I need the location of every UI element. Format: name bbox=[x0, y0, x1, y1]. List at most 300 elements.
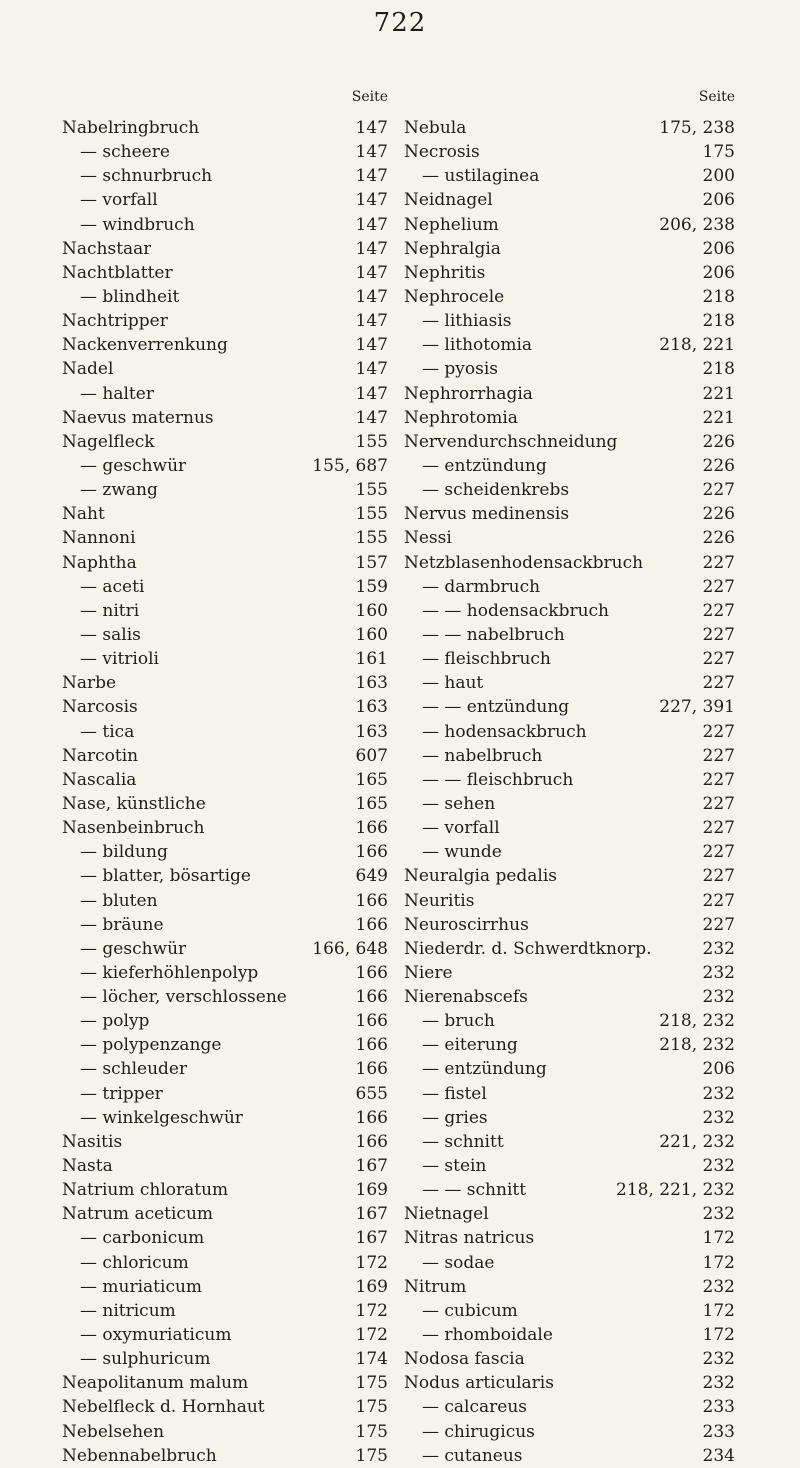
index-entry bbox=[404, 1033, 735, 1057]
index-entry bbox=[62, 188, 388, 212]
index-term: — chirugicus bbox=[422, 1421, 535, 1442]
index-entry bbox=[62, 140, 388, 164]
page-reference: 161 bbox=[355, 649, 388, 670]
index-term: Nessi bbox=[404, 528, 452, 549]
index-term: Narcotin bbox=[62, 745, 139, 766]
index-term: Nephrorrhagia bbox=[404, 383, 533, 404]
index-entry bbox=[62, 985, 388, 1009]
index-term: Necrosis bbox=[404, 142, 480, 163]
index-term: — nabelbruch bbox=[422, 745, 543, 766]
index-term: — aceti bbox=[80, 576, 145, 597]
index-term: — lithiasis bbox=[422, 311, 512, 332]
index-entry bbox=[62, 768, 388, 792]
page-reference: 172 bbox=[355, 1300, 388, 1321]
page-reference: 232 bbox=[702, 1107, 735, 1128]
index-entry bbox=[404, 985, 735, 1009]
index-entry bbox=[62, 478, 388, 502]
index-term: — lithotomia bbox=[422, 335, 533, 356]
page-reference: 155 bbox=[355, 431, 388, 452]
index-term: — fleischbruch bbox=[422, 649, 551, 670]
index-term: — sodae bbox=[422, 1252, 495, 1273]
index-entry bbox=[404, 357, 735, 381]
page-reference: 221 bbox=[702, 383, 735, 404]
index-term: — entzündung bbox=[422, 455, 547, 476]
page-reference: 227 bbox=[702, 818, 735, 839]
index-entry bbox=[62, 1106, 388, 1130]
page-reference: 165 bbox=[355, 793, 388, 814]
index-entry bbox=[404, 285, 735, 309]
index-term: Narbe bbox=[62, 673, 117, 694]
page-reference: 649 bbox=[355, 866, 388, 887]
index-entry bbox=[62, 840, 388, 864]
index-entry bbox=[62, 937, 388, 961]
index-term: — zwang bbox=[80, 480, 158, 501]
index-entry bbox=[404, 913, 735, 937]
index-term: — löcher, verschlossene bbox=[80, 987, 287, 1008]
index-term: Nietnagel bbox=[404, 1204, 489, 1225]
index-term: — calcareus bbox=[422, 1397, 528, 1418]
index-entry bbox=[404, 261, 735, 285]
page-reference: 147 bbox=[355, 142, 388, 163]
index-term: — — nabelbruch bbox=[422, 624, 565, 645]
index-entry bbox=[404, 1202, 735, 1226]
index-entry bbox=[404, 864, 735, 888]
page-reference: 226 bbox=[702, 455, 735, 476]
page-reference: 218, 232 bbox=[659, 1035, 735, 1056]
page-reference: 227 bbox=[702, 649, 735, 670]
index-entry bbox=[404, 1057, 735, 1081]
index-entry bbox=[404, 1275, 735, 1299]
page-reference: 166, 648 bbox=[312, 938, 388, 959]
page-reference: 206, 238 bbox=[659, 214, 735, 235]
page-reference: 172 bbox=[702, 1228, 735, 1249]
index-entry bbox=[404, 454, 735, 478]
index-entry bbox=[62, 913, 388, 937]
page-reference: 232 bbox=[702, 1204, 735, 1225]
page-reference: 175 bbox=[702, 142, 735, 163]
index-term: — bluten bbox=[80, 890, 158, 911]
index-term: Nephrotomia bbox=[404, 407, 518, 428]
index-term: — winkelgeschwür bbox=[80, 1107, 243, 1128]
index-entry bbox=[62, 1395, 388, 1419]
index-term: Nagelfleck bbox=[62, 431, 155, 452]
index-entry bbox=[404, 1299, 735, 1323]
index-entry bbox=[404, 744, 735, 768]
page-reference: 147 bbox=[355, 335, 388, 356]
page-reference: 227, 391 bbox=[659, 697, 735, 718]
index-term: Nebelfleck d. Hornhaut bbox=[62, 1397, 265, 1418]
page-reference: 157 bbox=[355, 552, 388, 573]
page-reference: 607 bbox=[355, 745, 388, 766]
index-entry bbox=[62, 454, 388, 478]
index-entry bbox=[404, 1106, 735, 1130]
index-term: Nascalia bbox=[62, 769, 137, 790]
index-term: — darmbruch bbox=[422, 576, 541, 597]
index-term: Naevus maternus bbox=[62, 407, 214, 428]
page-reference: 232 bbox=[702, 1083, 735, 1104]
index-entry bbox=[404, 1226, 735, 1250]
index-term: — hodensackbruch bbox=[422, 721, 587, 742]
page-reference: 172 bbox=[702, 1252, 735, 1273]
index-term: Nephrocele bbox=[404, 286, 505, 307]
page-reference: 234 bbox=[702, 1445, 735, 1466]
page-reference: 227 bbox=[702, 721, 735, 742]
index-term: — rhomboidale bbox=[422, 1325, 553, 1346]
index-entry bbox=[62, 864, 388, 888]
page-reference: 172 bbox=[702, 1300, 735, 1321]
index-term: — cutaneus bbox=[422, 1445, 523, 1466]
index-term: Nase, künstliche bbox=[62, 793, 206, 814]
page-reference: 227 bbox=[702, 673, 735, 694]
page-reference: 163 bbox=[355, 673, 388, 694]
page-reference: 155 bbox=[355, 480, 388, 501]
page-reference: 147 bbox=[355, 118, 388, 138]
index-term: — kieferhöhlenpolyp bbox=[80, 962, 259, 983]
index-term: — vorfall bbox=[80, 190, 158, 211]
index-term: Nephritis bbox=[404, 262, 486, 283]
index-term: Nervendurchschneidung bbox=[404, 431, 618, 452]
index-entry bbox=[62, 889, 388, 913]
page-reference: 166 bbox=[355, 842, 388, 863]
page-reference: 172 bbox=[355, 1252, 388, 1273]
page-reference: 155 bbox=[355, 504, 388, 525]
index-term: — gries bbox=[422, 1107, 488, 1128]
index-entry bbox=[62, 1082, 388, 1106]
page-reference: 155 bbox=[355, 528, 388, 549]
index-term: — schnitt bbox=[422, 1131, 504, 1152]
index-term: Neuroscirrhus bbox=[404, 914, 529, 935]
index-entry bbox=[404, 526, 735, 550]
index-entry bbox=[62, 1444, 388, 1468]
page-reference: 147 bbox=[355, 238, 388, 259]
right-index-column bbox=[404, 116, 735, 1468]
page-reference: 147 bbox=[355, 166, 388, 187]
page-reference: 218, 221 bbox=[659, 335, 735, 356]
left-index-column bbox=[62, 116, 388, 1468]
index-entry bbox=[62, 237, 388, 261]
page-reference: 227 bbox=[702, 793, 735, 814]
index-term: — eiterung bbox=[422, 1035, 518, 1056]
index-term: — nitri bbox=[80, 600, 140, 621]
page-reference: 221 bbox=[702, 407, 735, 428]
index-term: — schnurbruch bbox=[80, 166, 213, 187]
index-entry bbox=[404, 1323, 735, 1347]
index-term: — polyp bbox=[80, 1011, 150, 1032]
index-entry bbox=[62, 961, 388, 985]
index-term: Nierenabscefs bbox=[404, 987, 528, 1008]
index-entry bbox=[62, 671, 388, 695]
page-reference: 227 bbox=[702, 480, 735, 501]
index-term: Nebula bbox=[404, 118, 467, 138]
index-entry bbox=[404, 671, 735, 695]
page-reference: 175 bbox=[355, 1373, 388, 1394]
page-reference: 175 bbox=[355, 1445, 388, 1466]
index-term: Nephelium bbox=[404, 214, 499, 235]
page-reference: 147 bbox=[355, 262, 388, 283]
page-reference: 166 bbox=[355, 962, 388, 983]
index-entry bbox=[62, 164, 388, 188]
index-entry bbox=[62, 1202, 388, 1226]
page-reference: 655 bbox=[355, 1083, 388, 1104]
index-term: Nachtripper bbox=[62, 311, 168, 332]
page-reference: 155, 687 bbox=[312, 455, 388, 476]
index-term: Nodus articularis bbox=[404, 1373, 554, 1394]
index-term: — bruch bbox=[422, 1011, 495, 1032]
index-term: — chloricum bbox=[80, 1252, 189, 1273]
page-reference: 232 bbox=[702, 1276, 735, 1297]
index-entry bbox=[62, 647, 388, 671]
index-term: — geschwür bbox=[80, 938, 187, 959]
page-reference: 147 bbox=[355, 190, 388, 211]
page-reference: 167 bbox=[355, 1156, 388, 1177]
page-reference: 147 bbox=[355, 311, 388, 332]
index-entry bbox=[404, 889, 735, 913]
index-entry bbox=[62, 1178, 388, 1202]
index-term: Nackenverrenkung bbox=[62, 335, 228, 356]
index-entry bbox=[62, 430, 388, 454]
page-reference: 206 bbox=[702, 1059, 735, 1080]
page-reference: 226 bbox=[702, 504, 735, 525]
index-term: Nabelringbruch bbox=[62, 118, 200, 138]
index-entry bbox=[62, 116, 388, 140]
index-entry bbox=[404, 1347, 735, 1371]
page-reference: 232 bbox=[702, 1349, 735, 1370]
index-entry bbox=[62, 309, 388, 333]
index-term: — schleuder bbox=[80, 1059, 188, 1080]
index-term: — entzündung bbox=[422, 1059, 547, 1080]
index-term: — blindheit bbox=[80, 286, 180, 307]
page-reference: 233 bbox=[702, 1421, 735, 1442]
index-entry bbox=[62, 1033, 388, 1057]
page-reference: 166 bbox=[355, 987, 388, 1008]
index-entry bbox=[62, 1323, 388, 1347]
page-reference: 160 bbox=[355, 600, 388, 621]
index-term: — geschwür bbox=[80, 455, 187, 476]
right-column-header: Seite bbox=[698, 89, 735, 105]
page-reference: 169 bbox=[355, 1180, 388, 1201]
index-entry bbox=[404, 1251, 735, 1275]
index-entry bbox=[62, 1371, 388, 1395]
page-reference: 166 bbox=[355, 1035, 388, 1056]
page-reference: 163 bbox=[355, 721, 388, 742]
index-term: Natrium chloratum bbox=[62, 1180, 229, 1201]
index-term: — scheidenkrebs bbox=[422, 480, 570, 501]
index-entry bbox=[62, 1275, 388, 1299]
page-reference: 227 bbox=[702, 866, 735, 887]
page-reference: 147 bbox=[355, 286, 388, 307]
page-reference: 200 bbox=[702, 166, 735, 187]
index-entry bbox=[62, 623, 388, 647]
index-term: — bräune bbox=[80, 914, 164, 935]
index-entry bbox=[404, 1082, 735, 1106]
page-number: 722 bbox=[373, 8, 427, 38]
index-entry bbox=[404, 599, 735, 623]
index-entry bbox=[62, 285, 388, 309]
index-entry bbox=[62, 599, 388, 623]
index-entry bbox=[62, 406, 388, 430]
index-entry bbox=[62, 261, 388, 285]
index-entry bbox=[62, 1299, 388, 1323]
index-entry bbox=[404, 164, 735, 188]
index-term: Nephralgia bbox=[404, 238, 501, 259]
index-term: — — fleischbruch bbox=[422, 769, 574, 790]
page-reference: 232 bbox=[702, 1156, 735, 1177]
index-entry bbox=[62, 382, 388, 406]
page-reference: 147 bbox=[355, 214, 388, 235]
index-entry bbox=[404, 140, 735, 164]
page-reference: 226 bbox=[702, 528, 735, 549]
page-reference: 147 bbox=[355, 359, 388, 380]
index-term: Nachtblatter bbox=[62, 262, 173, 283]
index-entry bbox=[404, 792, 735, 816]
left-column-header: Seite bbox=[351, 89, 388, 105]
index-entry bbox=[62, 792, 388, 816]
page-reference: 167 bbox=[355, 1228, 388, 1249]
index-term: — blatter, bösartige bbox=[80, 866, 251, 887]
index-entry bbox=[62, 816, 388, 840]
index-term: Nasta bbox=[62, 1156, 113, 1177]
index-term: Nitrum bbox=[404, 1276, 467, 1297]
index-entry bbox=[404, 430, 735, 454]
index-entry bbox=[404, 1009, 735, 1033]
index-entry bbox=[404, 816, 735, 840]
index-term: Neuritis bbox=[404, 890, 475, 911]
page-reference: 166 bbox=[355, 890, 388, 911]
index-entry bbox=[404, 333, 735, 357]
index-entry bbox=[404, 768, 735, 792]
index-term: — oxymuriaticum bbox=[80, 1325, 232, 1346]
index-entry bbox=[404, 1371, 735, 1395]
index-entry bbox=[62, 502, 388, 526]
page-reference: 165 bbox=[355, 769, 388, 790]
index-entry bbox=[62, 333, 388, 357]
index-entry bbox=[404, 309, 735, 333]
index-entry bbox=[404, 1395, 735, 1419]
index-entry bbox=[404, 695, 735, 719]
index-term: — — schnitt bbox=[422, 1180, 527, 1201]
page-reference: 227 bbox=[702, 842, 735, 863]
index-entry bbox=[404, 1178, 735, 1202]
page-reference: 232 bbox=[702, 1373, 735, 1394]
index-term: — sulphuricum bbox=[80, 1349, 211, 1370]
page-reference: 175, 238 bbox=[659, 118, 735, 138]
index-term: — ustilaginea bbox=[422, 166, 540, 187]
index-term: Nasitis bbox=[62, 1131, 123, 1152]
index-entry bbox=[404, 1420, 735, 1444]
index-entry bbox=[404, 937, 735, 961]
page-reference: 160 bbox=[355, 624, 388, 645]
index-term: — pyosis bbox=[422, 359, 499, 380]
index-entry bbox=[62, 1154, 388, 1178]
index-entry bbox=[404, 720, 735, 744]
page-reference: 206 bbox=[702, 190, 735, 211]
index-entry bbox=[62, 1226, 388, 1250]
index-entry bbox=[404, 237, 735, 261]
index-entry bbox=[404, 188, 735, 212]
index-entry bbox=[404, 961, 735, 985]
index-term: — vitrioli bbox=[80, 649, 159, 670]
index-term: Nadel bbox=[62, 359, 114, 380]
index-entry bbox=[404, 478, 735, 502]
index-entry bbox=[62, 551, 388, 575]
page-reference: 166 bbox=[355, 1131, 388, 1152]
index-term: — — hodensackbruch bbox=[422, 600, 609, 621]
page-reference: 166 bbox=[355, 914, 388, 935]
page-reference: 206 bbox=[702, 238, 735, 259]
index-entry bbox=[62, 1347, 388, 1371]
page-reference: 159 bbox=[355, 576, 388, 597]
page-reference: 232 bbox=[702, 938, 735, 959]
index-entry bbox=[404, 551, 735, 575]
index-entry bbox=[404, 647, 735, 671]
index-term: Nervus medinensis bbox=[404, 504, 570, 525]
index-term: — halter bbox=[80, 383, 154, 404]
page-reference: 147 bbox=[355, 407, 388, 428]
index-entry bbox=[62, 575, 388, 599]
page-reference: 227 bbox=[702, 769, 735, 790]
page-reference: 166 bbox=[355, 1107, 388, 1128]
index-entry bbox=[404, 840, 735, 864]
index-term: Nodosa fascia bbox=[404, 1349, 525, 1370]
page-reference: 166 bbox=[355, 1011, 388, 1032]
page-reference: 174 bbox=[355, 1349, 388, 1370]
index-term: — bildung bbox=[80, 842, 168, 863]
page-reference: 232 bbox=[702, 987, 735, 1008]
page-reference: 166 bbox=[355, 1059, 388, 1080]
page-reference: 169 bbox=[355, 1276, 388, 1297]
index-term: Neapolitanum malum bbox=[62, 1373, 249, 1394]
page-reference: 227 bbox=[702, 624, 735, 645]
index-entry bbox=[62, 357, 388, 381]
index-term: Niere bbox=[404, 962, 453, 983]
index-entry bbox=[62, 1130, 388, 1154]
index-entry bbox=[62, 720, 388, 744]
index-term: — salis bbox=[80, 624, 141, 645]
index-entry bbox=[404, 406, 735, 430]
page-reference: 206 bbox=[702, 262, 735, 283]
page-reference: 232 bbox=[702, 962, 735, 983]
index-term: — haut bbox=[422, 673, 484, 694]
index-entry bbox=[404, 623, 735, 647]
index-term: — fistel bbox=[422, 1083, 487, 1104]
page-reference: 227 bbox=[702, 576, 735, 597]
index-term: — polypenzange bbox=[80, 1035, 222, 1056]
index-entry bbox=[62, 1251, 388, 1275]
page-reference: 221, 232 bbox=[659, 1131, 735, 1152]
index-term: Naphtha bbox=[62, 552, 137, 573]
index-term: Narcosis bbox=[62, 697, 138, 718]
index-term: Nachstaar bbox=[62, 238, 152, 259]
page-reference: 147 bbox=[355, 383, 388, 404]
index-term: — scheere bbox=[80, 142, 170, 163]
index-term: Neidnagel bbox=[404, 190, 493, 211]
index-entry bbox=[62, 213, 388, 237]
index-entry bbox=[404, 213, 735, 237]
index-term: Nebelsehen bbox=[62, 1421, 165, 1442]
page-reference: 163 bbox=[355, 697, 388, 718]
index-term: — carbonicum bbox=[80, 1228, 205, 1249]
index-term: Niederdr. d. Schwerdtknorp. bbox=[404, 938, 652, 959]
index-entry bbox=[62, 1057, 388, 1081]
index-entry bbox=[62, 1420, 388, 1444]
index-term: Nebennabelbruch bbox=[62, 1445, 217, 1466]
index-term: — cubicum bbox=[422, 1300, 518, 1321]
index-term: Naht bbox=[62, 504, 105, 525]
index-entry bbox=[404, 1130, 735, 1154]
page-reference: 227 bbox=[702, 890, 735, 911]
index-term: — stein bbox=[422, 1156, 487, 1177]
index-term: Nitras natricus bbox=[404, 1228, 535, 1249]
